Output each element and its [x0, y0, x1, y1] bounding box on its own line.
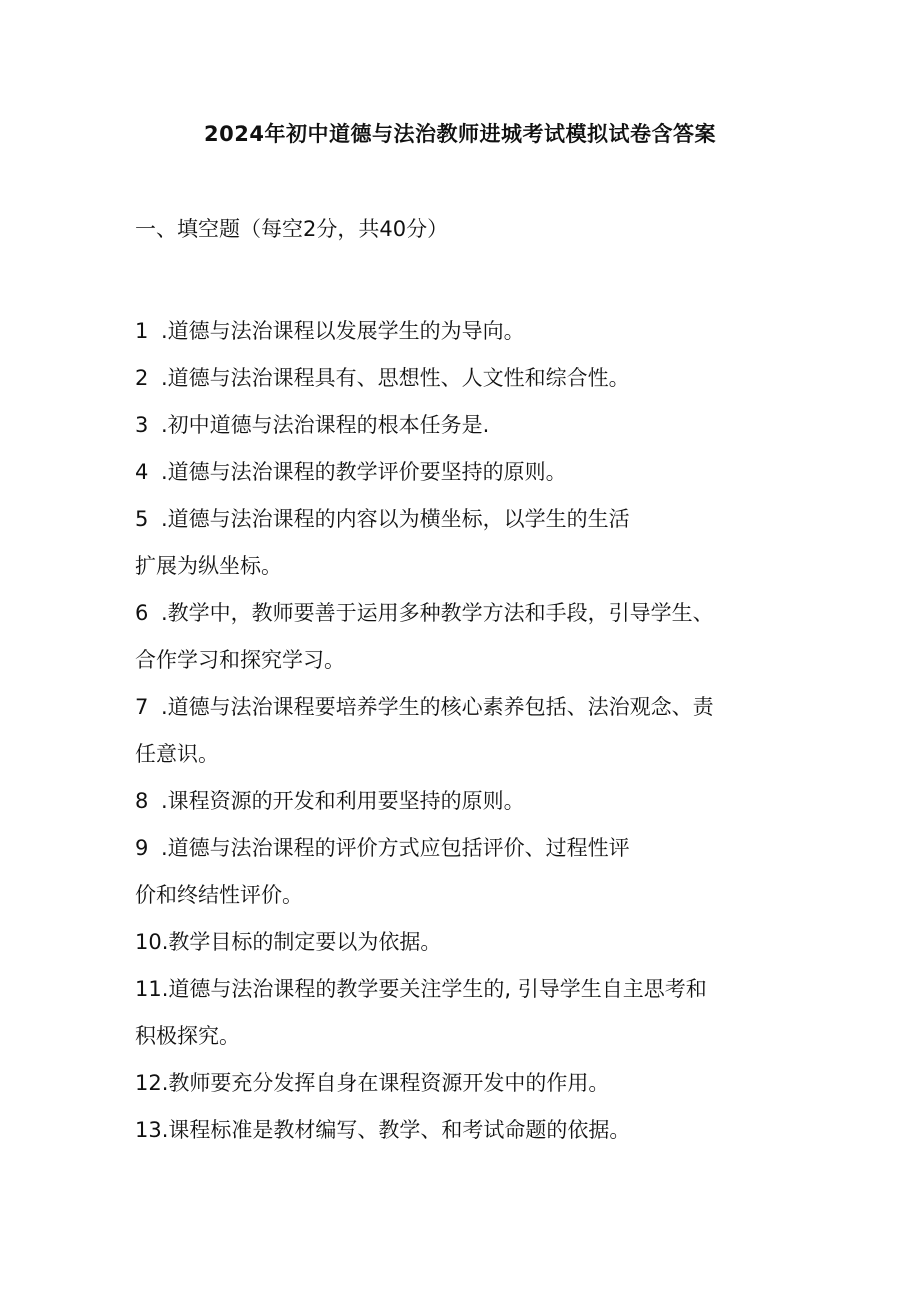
question-item: [135, 684, 795, 778]
question-number: 4: [135, 460, 149, 484]
question-number: 8: [135, 789, 149, 813]
question-item: [135, 308, 795, 355]
question-item: [135, 919, 795, 966]
question-number: 13: [135, 1118, 162, 1142]
section-heading: 一、填空题（每空2分，共40分）: [135, 217, 449, 241]
question-item: [135, 496, 795, 590]
question-list: [135, 308, 795, 1154]
question-text: .初中道德与法治课程的根本任务是.: [161, 413, 490, 437]
question-number: 12: [135, 1071, 162, 1095]
document-title: 2024年初中道德与法治教师进城考试模拟试卷含答案: [204, 122, 716, 146]
question-text: .道德与法治课程的内容以为横坐标，以学生的生活: [161, 507, 630, 531]
question-number: 10: [135, 930, 162, 954]
question-item: [135, 778, 795, 825]
question-text-continued: 任意识。: [135, 742, 219, 766]
question-text-continued: 扩展为纵坐标。: [135, 554, 282, 578]
question-item: [135, 355, 795, 402]
question-text: .道德与法治课程具有、思想性、人文性和综合性。: [161, 366, 630, 390]
question-text-continued: 合作学习和探究学习。: [135, 648, 345, 672]
question-text-continued: 价和终结性评价。: [135, 883, 303, 907]
question-text: .课程标准是教材编写、教学、和考试命题的依据。: [161, 1118, 631, 1142]
question-number: 7: [135, 695, 149, 719]
question-item: [135, 1107, 795, 1154]
question-text: .道德与法治课程要培养学生的核心素养包括、法治观念、责: [161, 695, 714, 719]
question-text-continued: 积极探究。: [135, 1024, 240, 1048]
question-number: 3: [135, 413, 149, 437]
question-item: [135, 1060, 795, 1107]
question-text: .道德与法治课程以发展学生的为导向。: [161, 319, 525, 343]
question-text: .教师要充分发挥自身在课程资源开发中的作用。: [161, 1071, 610, 1095]
question-text: .道德与法治课程的教学要关注学生的, 引导学生自主思考和: [161, 977, 707, 1001]
question-text: .道德与法治课程的评价方式应包括评价、过程性评: [161, 836, 630, 860]
question-item: [135, 825, 795, 919]
question-number: 6: [135, 601, 149, 625]
question-item: [135, 402, 795, 449]
question-text: .道德与法治课程的教学评价要坚持的原则。: [161, 460, 567, 484]
question-item: [135, 590, 795, 684]
question-text: .教学中，教师要善于运用多种教学方法和手段，引导学生、: [161, 601, 714, 625]
question-text: .课程资源的开发和利用要坚持的原则。: [161, 789, 525, 813]
question-number: 11: [135, 977, 162, 1001]
question-number: 5: [135, 507, 149, 531]
question-number: 9: [135, 836, 149, 860]
question-item: [135, 449, 795, 496]
question-number: 1: [135, 319, 149, 343]
question-item: [135, 966, 795, 1060]
question-number: 2: [135, 366, 149, 390]
question-text: .教学目标的制定要以为依据。: [161, 930, 442, 954]
